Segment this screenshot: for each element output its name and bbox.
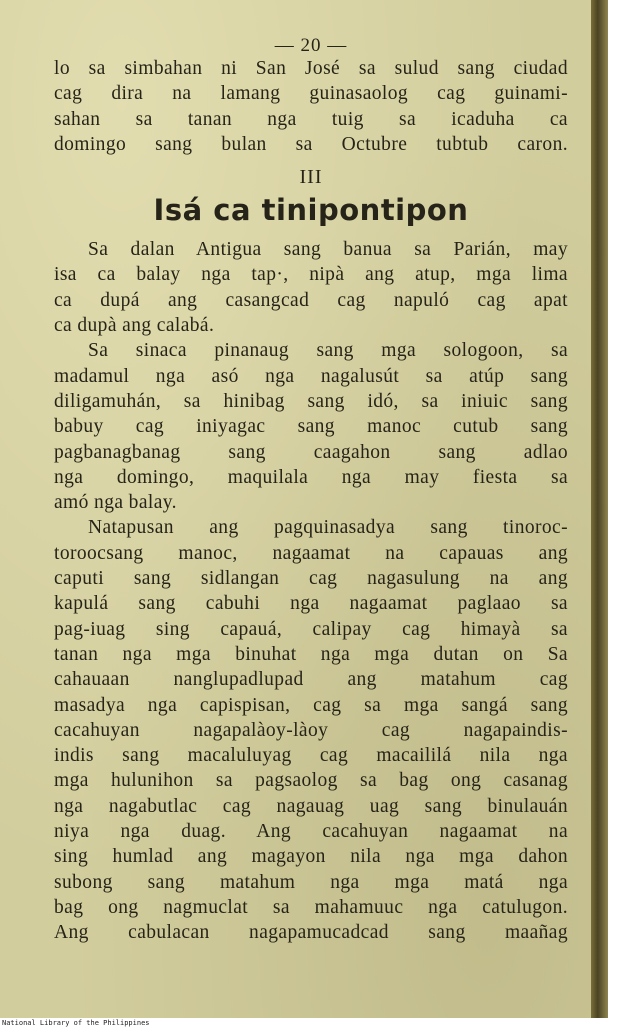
text-line: ca dupá ang casangcad cag napuló cag apat bbox=[54, 289, 568, 311]
text-block bbox=[54, 36, 568, 946]
opening-lines bbox=[54, 56, 568, 157]
text-line: ca dupà ang calabá. bbox=[54, 315, 215, 337]
text-line: madamul nga asó nga nagalusút sa atúp sang bbox=[54, 365, 568, 387]
text-line: toroocsang manoc, nagaamat na capauas ang bbox=[54, 542, 568, 564]
paragraph-3 bbox=[54, 515, 568, 945]
text-line: Sa sinaca pinanaug sang mga sologoon, sa bbox=[88, 340, 568, 362]
text-line: Natapusan ang pagquinasadya sang tinoroc- bbox=[88, 517, 568, 539]
text-line: babuy cag iniyagac sang manoc cutub sang bbox=[54, 416, 568, 438]
text-line: Ang cabulacan nagapamucadcad sang maañag bbox=[54, 922, 568, 944]
text-line: cacahuyan nagapalàoy-làoy cag nagapaindis- bbox=[54, 719, 568, 741]
text-line: caputi sang sidlangan cag nagasulung na ang bbox=[54, 568, 568, 590]
text-line: sing humlad ang magayon nila nga mga dahon bbox=[54, 846, 568, 868]
text-line: pag-iuag sing capauá, calipay cag himayà sa bbox=[54, 618, 568, 640]
chapter-title: Isá ca tinipontipon bbox=[153, 193, 469, 228]
text-line: lo sa simbahan ni San José sa sulud sang ciudad bbox=[54, 58, 568, 79]
text-line: diligamuhán, sa hinibag sang idó, sa iniuic sang bbox=[54, 390, 568, 412]
text-line: masadya nga capispisan, cag sa mga sangá sang bbox=[54, 694, 568, 716]
paragraph-1 bbox=[54, 237, 568, 338]
chapter-number: III bbox=[299, 166, 323, 189]
text-line: bag ong nagmuclat sa mahamuuc nga catulugon. bbox=[54, 896, 568, 918]
text-line: mga hulunihon sa pagsaolog sa bag ong casanag bbox=[54, 770, 568, 792]
text-line: kapulá sang cabuhi nga nagaamat paglaao sa bbox=[54, 593, 568, 615]
text-line: Sa dalan Antigua sang banua sa Parián, may bbox=[88, 239, 568, 261]
page-edge bbox=[591, 0, 608, 1018]
text-line: tanan nga mga binuhat nga mga dutan on Sa bbox=[54, 643, 568, 665]
text-line: domingo sang bulan sa Octubre tubtub caron. bbox=[54, 133, 568, 155]
text-line: indis sang macaluluyag cag macaililá nila nga bbox=[54, 745, 568, 767]
text-line: cag dira na lamang guinasaolog cag guinami- bbox=[54, 83, 568, 105]
text-line: nga nagabutlac cag nagauag uag sang binulauán bbox=[54, 795, 568, 817]
text-line: isa ca balay nga tap·, nipà ang atup, mga lima bbox=[54, 264, 568, 286]
text-line: niya nga duag. Ang cacahuyan nagaamat na bbox=[54, 821, 568, 843]
paragraph-2 bbox=[54, 338, 568, 515]
text-line: nga domingo, maquilala nga may fiesta sa bbox=[54, 466, 568, 488]
text-line: cahauaan nanglupadlupad ang matahum cag bbox=[54, 669, 568, 691]
text-line: pagbanagbanag sang caagahon sang adlao bbox=[54, 441, 568, 463]
text-line: subong sang matahum nga mga matá nga bbox=[54, 871, 568, 893]
text-line: amó nga balay. bbox=[54, 492, 177, 514]
text-line: sahan sa tanan nga tuig sa icaduha ca bbox=[54, 108, 568, 130]
library-footer: National Library of the Philippines bbox=[2, 1019, 150, 1027]
page-number: — 20 — bbox=[274, 35, 348, 56]
